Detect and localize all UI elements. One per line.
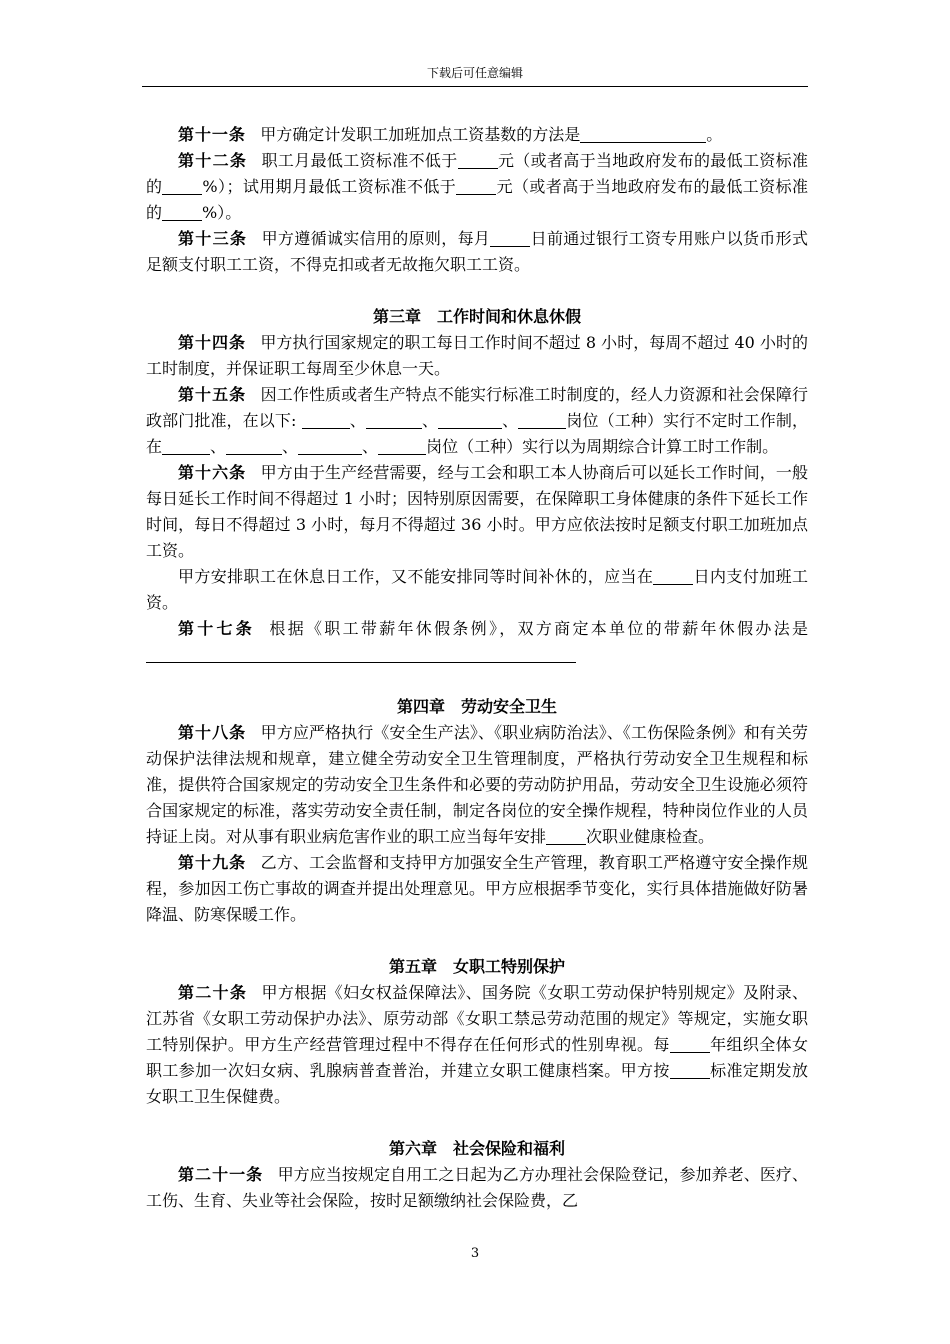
article-label: 第十三条 — [178, 229, 248, 248]
fill-blank — [670, 1060, 710, 1079]
article-label: 第二十条 — [178, 983, 248, 1002]
article-20: 第二十条 甲方根据《妇女权益保障法》、国务院《女职工劳动保护特别规定》及附录、江苏省《女职工劳动保护办法》、原劳动部《女职工禁忌劳动范围的规定》等规定，实施女职工特别保护。甲方生产经营管理过程中不得存在任何形式的性别卑视。每 年组织全体女职工参加一次妇女病、乳腺病普查普治，并建立女职工健康档案。甲方按 标准定期发放女职工卫生保健费。 — [146, 983, 808, 1106]
fill-blank — [298, 436, 362, 455]
page-header: 下载后可任意编辑 — [426, 66, 523, 80]
chapter-3-heading: 第三章 工作时间和休息休假 — [372, 307, 582, 326]
article-13: 第十三条 甲方遵循诚实信用的原则，每月 日前通过银行工资专用账户以货币形式足额支付职工工资，不得克扣或者无故拖欠职工工资。 — [146, 229, 808, 274]
fill-blank — [546, 826, 586, 845]
article-18: 第十八条 甲方应严格执行《安全生产法》、《职业病防治法》、《工伤保险条例》和有关劳动保护法律法规和规章，建立健全劳动安全卫生管理制度，严格执行劳动安全卫生规程和标准，提供符合国家规定的劳动安全卫生条件和必要的劳动防护用品，劳动安全卫生设施必须符合国家规定的标准，落实劳动安全责任制，制定各岗位的安全操作规程，特种岗位作业的人员持证上岗。对从事有职业病危害作业的职工应当每年安排 次职业健康检查。 — [146, 723, 808, 846]
article-21: 第二十一条 甲方应当按规定自用工之日起为乙方办理社会保险登记，参加养老、医疗、工伤、生育、失业等社会保险，按时足额缴纳社会保险费，乙 — [146, 1165, 808, 1210]
article-17: 第十七条 根据《职工带薪年休假条例》，双方商定本单位的带薪年休假办法是 — [146, 616, 808, 668]
fill-blank — [366, 410, 422, 429]
fill-blank — [146, 644, 576, 663]
article-16-paragraph-2: 甲方安排职工在休息日工作，又不能安排同等时间补休的，应当在 日内支付加班工资。 — [146, 567, 808, 612]
fill-blank — [378, 436, 426, 455]
article-16: 第十六条 甲方由于生产经营需要，经与工会和职工本人协商后可以延长工作时间，一般每日延长工作时间不得超过 1 小时；因特别原因需要，在保障职工身体健康的条件下延长工作时间，每日不得超过 3 小时，每月不得超过 36 小时。甲方应依法按时足额支付职工加班加点工资。 — [146, 463, 808, 560]
article-label: 第二十一条 — [178, 1165, 264, 1184]
chapter-5-heading: 第五章 女职工特别保护 — [388, 957, 566, 976]
fill-blank — [302, 410, 350, 429]
fill-blank — [162, 176, 202, 195]
article-label: 第十九条 — [178, 853, 247, 872]
article-label: 第十五条 — [178, 385, 247, 404]
article-label: 第十四条 — [178, 333, 246, 352]
fill-blank — [653, 566, 693, 585]
document-body — [146, 122, 808, 1214]
article-label: 第十八条 — [178, 723, 247, 742]
chapter-6-heading: 第六章 社会保险和福利 — [388, 1139, 566, 1158]
article-15: 第十五条 因工作性质或者生产特点不能实行标准工时制度的，经人力资源和社会保障行政部门批准，在以下: 、 、 、 岗位（工种）实行不定时工作制，在 、 、 、 岗位（工种）实行以为周期综合计算工时工作制。 — [146, 385, 808, 456]
fill-blank — [162, 436, 210, 455]
fill-blank — [226, 436, 282, 455]
fill-blank — [580, 124, 706, 143]
fill-blank — [438, 410, 502, 429]
article-12: 第十二条 职工月最低工资标准不低于 元（或者高于当地政府发布的最低工资标准的 %）；试用期月最低工资标准不低于 元（或者高于当地政府发布的最低工资标准的 %）。 — [146, 151, 808, 222]
fill-blank — [458, 150, 498, 169]
article-14: 第十四条 甲方执行国家规定的职工每日工作时间不超过 8 小时，每周不超过 40 小时的工时制度，并保证职工每周至少休息一天。 — [146, 333, 808, 378]
article-label: 第十七条 — [178, 619, 256, 638]
article-label: 第十一条 — [178, 125, 246, 144]
article-11: 第十一条 甲方确定计发职工加班加点工资基数的方法是 。 — [178, 125, 723, 144]
fill-blank — [456, 176, 496, 195]
fill-blank — [490, 228, 530, 247]
page-number: 3 — [470, 1246, 480, 1261]
chapter-4-heading: 第四章 劳动安全卫生 — [396, 697, 558, 716]
article-label: 第十六条 — [178, 463, 247, 482]
article-19: 第十九条 乙方、工会监督和支持甲方加强安全生产管理，教育职工严格遵守安全操作规程，参加因工伤亡事故的调查并提出处理意见。甲方应根据季节变化，实行具体措施做好防暑降温、防寒保暖工作。 — [146, 853, 808, 924]
header-divider — [142, 86, 808, 87]
fill-blank — [670, 1034, 710, 1053]
fill-blank — [162, 202, 202, 221]
article-label: 第十二条 — [178, 151, 248, 170]
fill-blank — [518, 410, 566, 429]
